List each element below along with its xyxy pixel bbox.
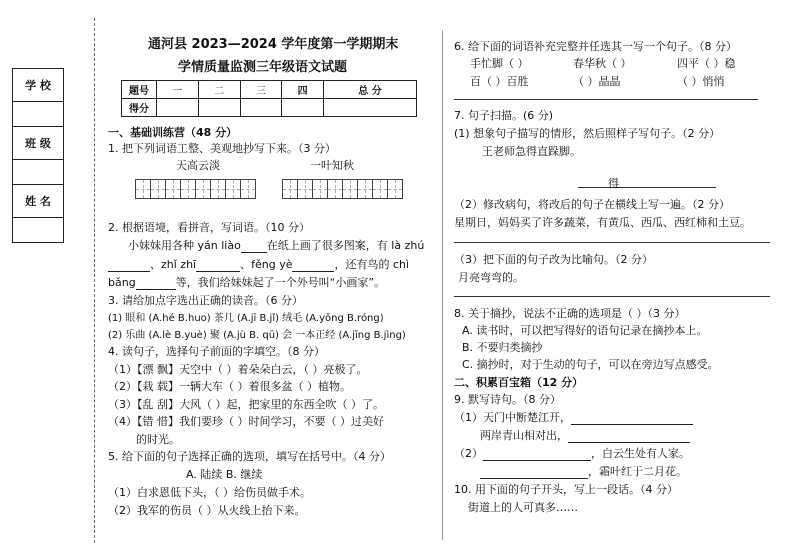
q7-3-sentence: 月亮弯弯的。 — [458, 271, 524, 284]
q2-line-2 — [108, 256, 409, 272]
q6-word: （ ）悄悄 — [677, 75, 725, 88]
answer-blank[interactable] — [241, 252, 267, 253]
q8-option-c: C. 摘抄时，对于生动的句子，可以在旁边写点感受。 — [462, 358, 719, 371]
q9-text-part: 两岸青山相对出， — [480, 429, 568, 442]
score-header-cell: 题号 — [122, 81, 157, 99]
score-header-cell: 三 — [240, 81, 282, 99]
answer-blank[interactable] — [480, 478, 588, 479]
score-header-row — [122, 81, 417, 99]
class-field[interactable] — [13, 160, 64, 185]
answer-blank[interactable] — [571, 424, 693, 425]
q4-line-3: （3）【乱 刮】大风（ ）起，把家里的东西全吹（ ）了。 — [108, 398, 384, 411]
score-value-row — [122, 99, 417, 117]
class-label: 班 级 — [13, 127, 64, 160]
q3-line-1: (1) 眼和 (A.hé B.huo) 茶几 (A.jī B.jǐ) 绒毛 (A.yǒng B.róng) — [108, 313, 384, 324]
school-label: 学 校 — [13, 69, 64, 102]
q7-1-de: 得 — [608, 177, 619, 190]
q5-line-1: （1）白求恩低下头，（ ）给伤员做手术。 — [108, 486, 311, 499]
q9-line-1 — [454, 409, 693, 425]
q2-text-part: 、fěng yè — [240, 258, 293, 271]
q4-line-2: （2）【栽 载】一辆大车（ ）着很多盆（ ）植物。 — [108, 380, 351, 393]
score-header-cell: 一 — [157, 81, 199, 99]
q10-text: 10. 用下面的句子开头，写上一段话。（4 分） — [454, 483, 678, 496]
q6-text: 6. 给下面的词语补充完整并任选其一写一个句子。（8 分） — [454, 40, 737, 53]
name-label: 姓 名 — [13, 185, 64, 218]
answer-blank[interactable] — [136, 289, 176, 290]
score-table — [121, 80, 417, 117]
q7-1-text: (1) 想象句子描写的情形，然后照样子写句子。（2 分） — [454, 127, 721, 140]
q4-line-5: 的时光。 — [136, 433, 180, 446]
score-row-label: 得分 — [122, 99, 157, 117]
q6-word: （ ）晶晶 — [573, 75, 621, 88]
q2-text-part: ，还有鸟的 chì — [334, 258, 410, 271]
writing-grid-1[interactable] — [136, 179, 256, 199]
q2-text-part: 等，我们给妹妹起了一个外号叫“小画家”。 — [175, 276, 386, 289]
q2-text-part: 、zhǐ zhī — [150, 258, 197, 271]
q3-line-2: (2) 乐曲 (A.lè B.yuè) 聚 (A.jù B. qū) 会 一本正经 (A.jīng B.jìng) — [108, 330, 406, 341]
exam-subtitle: 学情质量监测三年级语文试题 — [178, 60, 348, 75]
q7-3-text: （3）把下面的句子改为比喻句。（2 分） — [454, 253, 653, 266]
q6-word: 手忙脚（ ） — [470, 57, 529, 70]
score-header-cell: 二 — [198, 81, 240, 99]
q9-text-part: ，霜叶红于二月花。 — [588, 465, 687, 478]
q6-word: 百（ ）百胜 — [470, 75, 529, 88]
school-field[interactable] — [13, 102, 64, 127]
q5-text: 5. 给下面的句子选择正确的选项，填写在括号中。（4 分） — [108, 450, 391, 463]
q3-text: 3. 请给加点字选出正确的读音。（6 分） — [108, 294, 303, 307]
q2-text: 2. 根据语境，看拼音，写词语。（10 分） — [108, 221, 310, 234]
writing-grid-2[interactable] — [283, 179, 403, 199]
answer-line[interactable] — [454, 99, 758, 100]
q4-line-4: （4）【错 惜】我们要珍（ ）时间学习，不要（ ）过美好 — [108, 415, 384, 428]
student-info-table — [12, 68, 64, 243]
q5-options: A. 陆续 B. 继续 — [186, 468, 263, 481]
q8-option-b: B. 不要归类摘抄 — [462, 341, 543, 354]
answer-line[interactable] — [454, 296, 770, 297]
q9-line-3 — [454, 445, 690, 461]
q9-line-4 — [480, 463, 687, 479]
q7-2-text: （2）修改病句，将改后的句子在横线上写一遍。（2 分） — [454, 198, 730, 211]
score-cell[interactable] — [282, 99, 324, 117]
q2-line-1 — [128, 237, 424, 253]
q2-text-part: 小妹妹用各种 yán liào — [128, 239, 241, 252]
score-cell[interactable] — [157, 99, 199, 117]
q8-option-a: A. 读书时，可以把写得好的语句记录在摘抄本上。 — [462, 324, 708, 337]
q4-line-1: （1）【漂 飘】天空中（ ）着朵朵白云，（ ）亮极了。 — [108, 363, 368, 376]
score-cell[interactable] — [240, 99, 282, 117]
q1-text: 1. 把下列词语工整、美观地抄写下来。（3 分） — [108, 142, 336, 155]
q9-line-2 — [480, 427, 690, 443]
q1-word-1: 天高云淡 — [176, 159, 220, 172]
q10-sentence: 街道上的人可真多…… — [468, 501, 578, 514]
q2-text-part: 在纸上画了很多图案，有 là zhú — [266, 239, 425, 252]
q8-text: 8. 关于摘抄，说法不正确的选项是（ ）（3 分） — [454, 307, 686, 320]
exam-title: 通河县 2023—2024 学年度第一学期期末 — [148, 37, 399, 52]
score-cell[interactable] — [198, 99, 240, 117]
score-header-cell: 四 — [282, 81, 324, 99]
score-cell[interactable] — [324, 99, 417, 117]
answer-blank[interactable] — [568, 442, 690, 443]
q6-word: 四平（ ）稳 — [677, 57, 736, 70]
q7-text: 7. 句子扫描。(6 分) — [454, 109, 554, 122]
q1-word-2: 一叶知秋 — [310, 159, 354, 172]
answer-line[interactable] — [454, 242, 770, 243]
q2-line-3 — [108, 274, 385, 290]
answer-blank[interactable] — [483, 460, 591, 461]
section-1-heading: 一、基础训练营（48 分） — [108, 126, 238, 139]
q7-1-example: 王老师急得直跺脚。 — [482, 145, 581, 158]
answer-blank[interactable] — [108, 271, 150, 272]
section-2-heading: 二、积累百宝箱（12 分） — [454, 376, 584, 389]
q9-text-part: （2） — [454, 447, 483, 460]
answer-line[interactable] — [578, 187, 716, 188]
q7-2-sentence: 星期日，妈妈买了许多蔬菜，有黄瓜、西瓜、西红柿和土豆。 — [454, 216, 751, 229]
q4-text: 4. 读句子，选择句子前面的字填空。（8 分） — [108, 345, 325, 358]
binding-line — [94, 18, 95, 543]
answer-blank[interactable] — [292, 271, 334, 272]
q9-text-part: ，白云生处有人家。 — [591, 447, 690, 460]
q9-text-part: （1）天门中断楚江开， — [454, 411, 571, 424]
q9-text: 9. 默写诗句。（8 分） — [454, 393, 561, 406]
q2-text-part: bǎng — [108, 276, 136, 289]
q5-line-2: （2）我军的伤员（ ）从火线上抬下来。 — [108, 504, 306, 517]
answer-blank[interactable] — [196, 271, 240, 272]
score-header-cell: 总 分 — [324, 81, 417, 99]
q6-word: 春华秋（ ） — [573, 57, 632, 70]
name-field[interactable] — [13, 218, 64, 243]
center-divider — [442, 30, 443, 540]
